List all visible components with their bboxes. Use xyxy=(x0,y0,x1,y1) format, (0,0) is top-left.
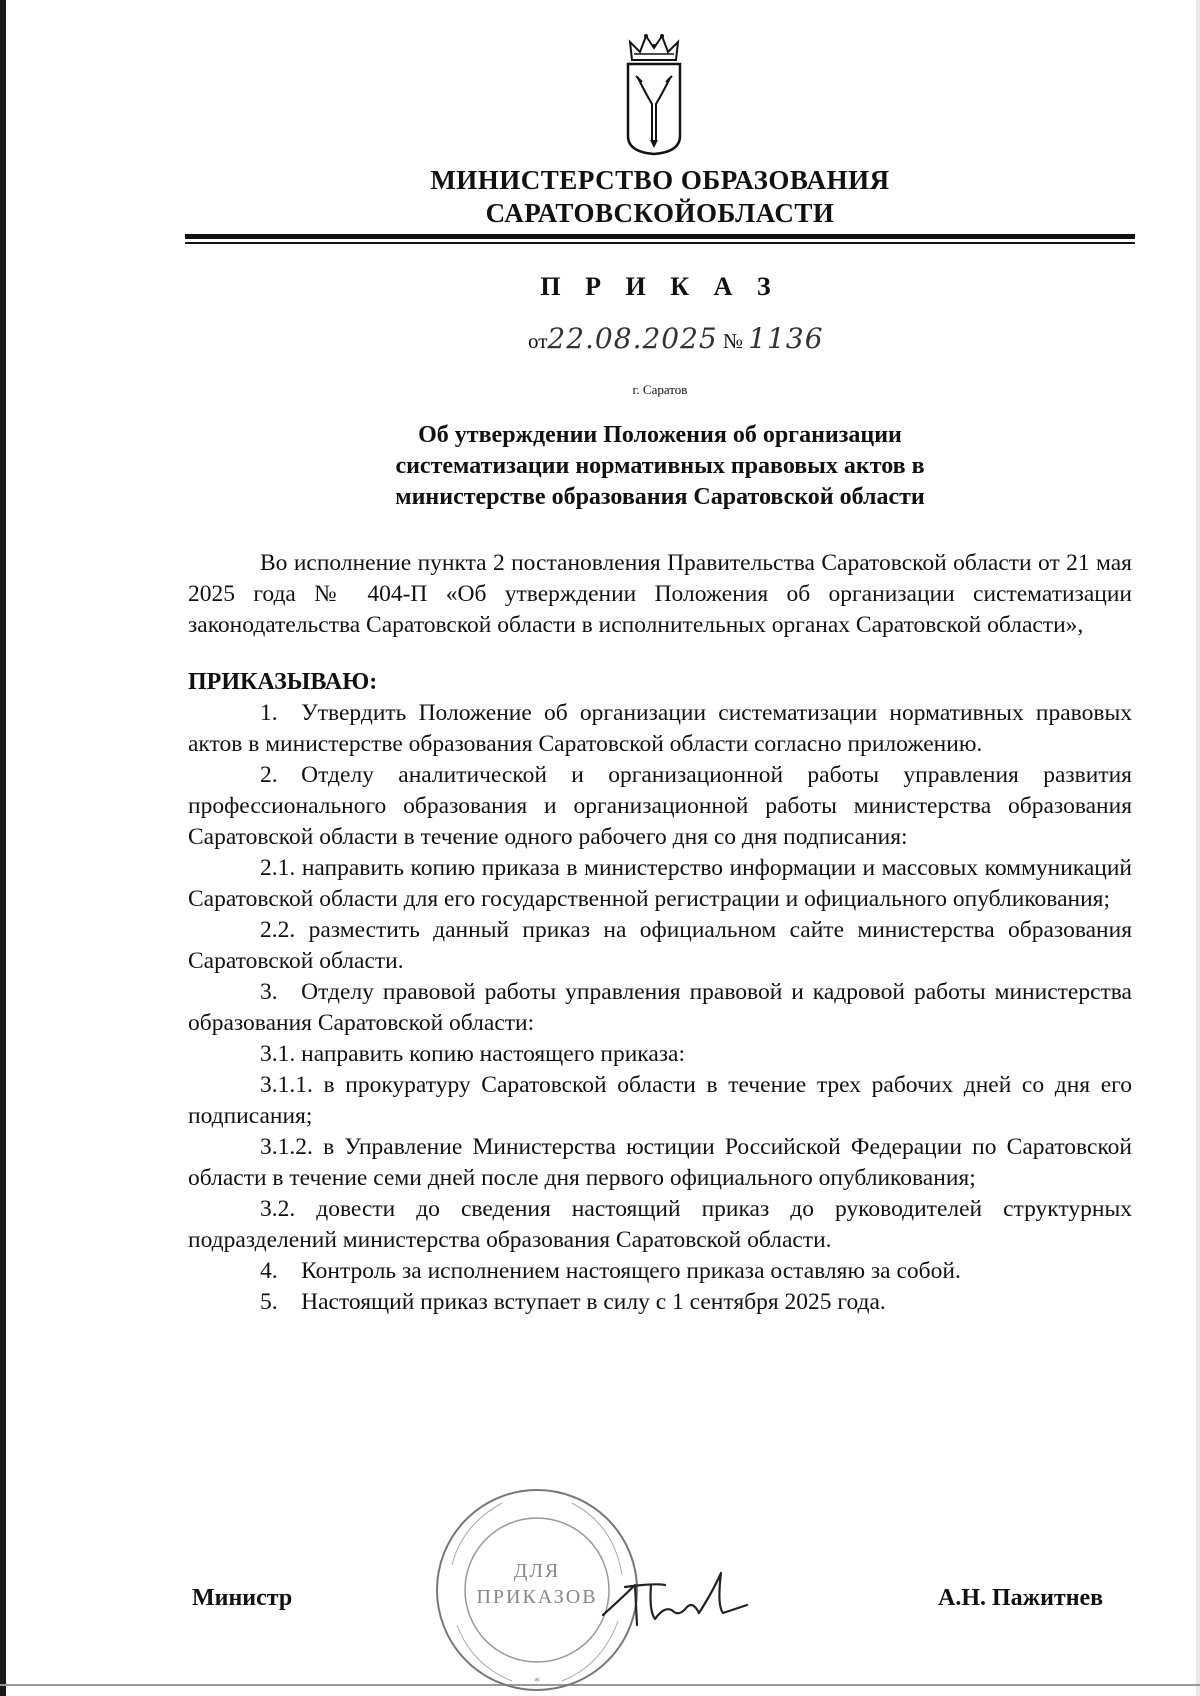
stamp-text-line-1: ДЛЯ xyxy=(513,1560,561,1582)
order-city: г. Саратов xyxy=(632,382,688,397)
command-heading: ПРИКАЗЫВАЮ: xyxy=(188,669,378,695)
order-date: 22.08.2025 xyxy=(547,322,718,355)
header-rule-thin xyxy=(185,242,1135,244)
document-title-line-2: систематизации нормативных правовых актов в xyxy=(395,453,925,479)
document-title-line-1: Об утверждении Положения об организации xyxy=(418,422,902,448)
order-number: 1136 xyxy=(748,322,824,355)
item-1: 1. Утвердить Положение об организации систематизации нормативных правовых актов в министерстве образования Саратовской области согласно приложению. xyxy=(188,700,1132,757)
stamp-text-line-2: ПРИКАЗОВ xyxy=(476,1586,598,1608)
item-5: 5. Настоящий приказ вступает в силу с 1 сентября 2025 года. xyxy=(260,1289,886,1315)
document-title-line-3: министерстве образования Саратовской области xyxy=(395,484,925,510)
coat-of-arms-icon xyxy=(624,32,684,158)
item-3-1: 3.1. направить копию настоящего приказа: xyxy=(260,1041,686,1067)
item-3-1-2: 3.1.2. в Управление Министерства юстиции Российской Федерации по Саратовской области в течение семи дней после дня первого официального опубликования; xyxy=(188,1134,1132,1191)
item-2: 2. Отделу аналитической и организационной работы управления развития профессионального образования и организационной работы министерства образования Саратовской области в течение одного рабочего дня со дня подписания: xyxy=(188,762,1132,850)
document-body xyxy=(188,548,1132,1318)
order-title: П Р И К А З xyxy=(540,272,780,301)
ministry-line-1: МИНИСТЕРСТВО ОБРАЗОВАНИЯ xyxy=(430,165,890,195)
scan-left-border xyxy=(0,0,6,1696)
item-3: 3. Отделу правовой работы управления правовой и кадровой работы министерства образования Саратовской области: xyxy=(188,979,1132,1036)
item-2-2: 2.2. разместить данный приказ на официальном сайте министерства образования Саратовской области. xyxy=(188,917,1132,974)
item-4: 4. Контроль за исполнением настоящего приказа оставляю за собой. xyxy=(260,1258,961,1284)
item-2-1: 2.1. направить копию приказа в министерство информации и массовых коммуникаций Саратовской области для его государственной регистрации и официального опубликования; xyxy=(188,855,1132,912)
item-3-2: 3.2. довести до сведения настоящий приказ до руководителей структурных подразделений министерства образования Саратовской области. xyxy=(188,1196,1132,1253)
number-prefix: № xyxy=(722,329,744,353)
svg-text:*: * xyxy=(534,1674,540,1688)
date-prefix: от xyxy=(528,329,548,353)
ministry-name xyxy=(0,164,1200,230)
scan-right-border xyxy=(1196,0,1200,1696)
paragraph-gap xyxy=(188,641,1132,667)
handwritten-signature-icon xyxy=(595,1555,755,1645)
ministry-line-2: САРАТОВСКОЙОБЛАСТИ xyxy=(485,198,835,228)
header-rule-thick xyxy=(185,234,1135,239)
order-date-number xyxy=(528,322,824,355)
signatory-name: А.Н. Пажитнев xyxy=(938,1585,1104,1611)
item-3-1-1: 3.1.1. в прокуратуру Саратовской области в течение трех рабочих дней со дня его подписания; xyxy=(188,1072,1132,1129)
signatory-role: Министр xyxy=(192,1585,293,1611)
preamble: Во исполнение пункта 2 постановления Правительства Саратовской области от 21 мая 2025 года № 404-П «Об утверждении Положения об организации систематизации законодательства Саратовской области в исполнительных органах Саратовской области», xyxy=(188,550,1132,638)
document-title xyxy=(0,420,1200,513)
